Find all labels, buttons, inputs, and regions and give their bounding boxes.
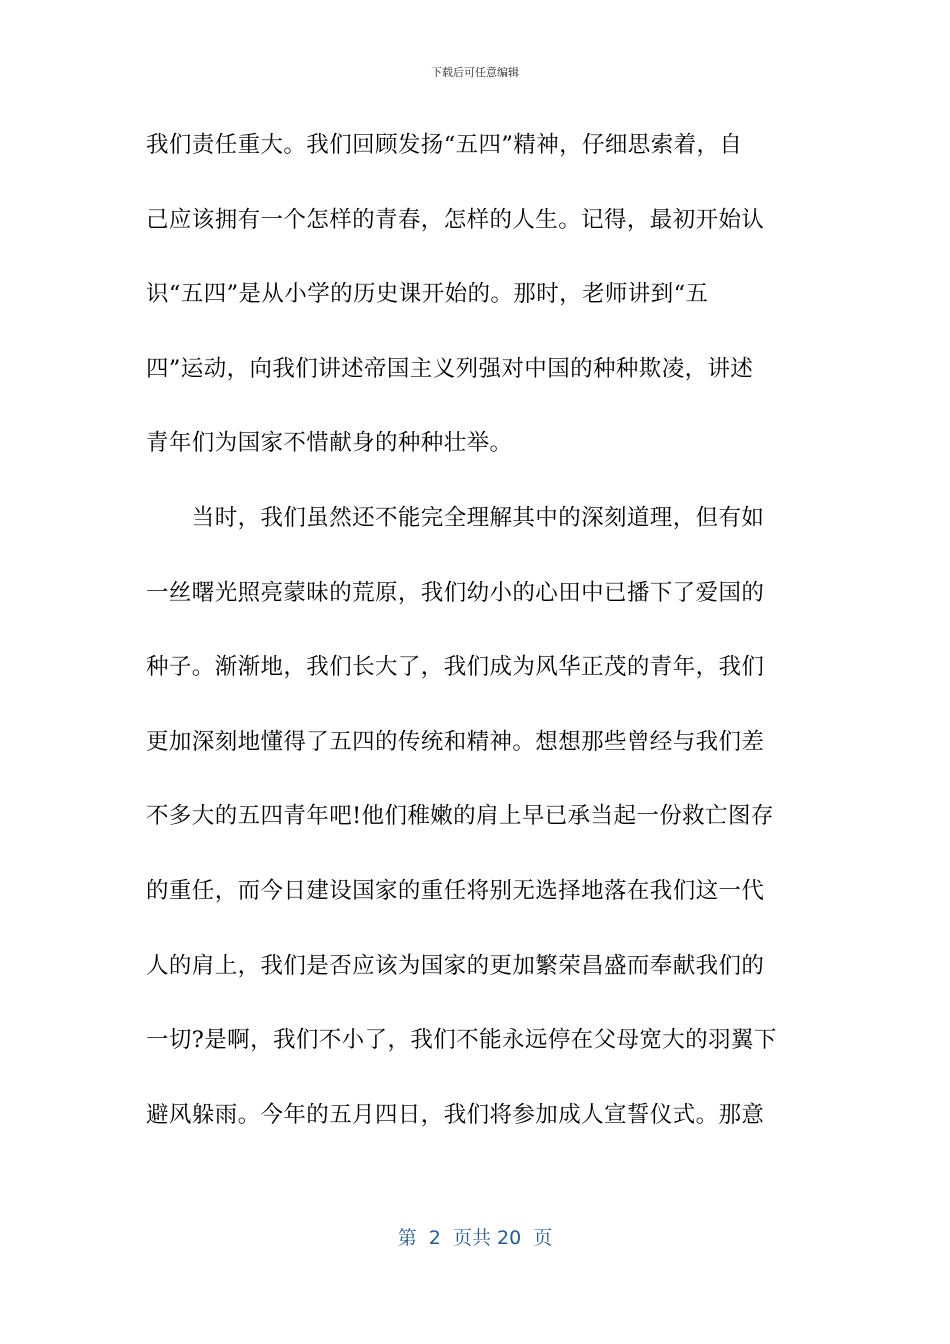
text-line: 我们责任重大。我们回顾发扬“五四”精神，仔细思索着，自 [146,132,743,158]
text-line: 人的肩上，我们是否应该为国家的更加繁荣昌盛而奉献我们的 [146,952,765,979]
text-line: 一切?是啊，我们不小了，我们不能永远停在父母宽大的羽翼下 [146,1027,777,1054]
text-line: 四”运动，向我们讲述帝国主义列强对中国的种种欺凌，讲述 [146,355,754,382]
text-line: 一丝曙光照亮蒙昧的荒原，我们幼小的心田中已播下了爱国的 [146,579,765,606]
text-line: 不多大的五四青年吧!他们稚嫩的肩上早已承当起一份救亡图存 [146,803,774,830]
text-line: 识“五四”是从小学的历史课开始的。那时，老师讲到“五 [146,281,709,308]
text-line: 的重任，而今日建设国家的重任将别无选择地落在我们这一代 [146,877,765,904]
text-line: 种子。渐渐地，我们长大了，我们成为风华正茂的青年，我们 [146,654,765,681]
text-line: 己应该拥有一个怎样的青春，怎样的人生。记得，最初开始认 [146,206,765,233]
document-body [146,125,806,1169]
page-header: 下载后可任意编辑 [431,66,519,79]
text-line: 当时，我们虽然还不能完全理解其中的深刻道理，但有如 [146,504,765,531]
text-line: 更加深刻地懂得了五四的传统和精神。想想那些曾经与我们差 [146,728,765,755]
text-line: 避风躲雨。今年的五月四日，我们将参加成人宣誓仪式。那意 [146,1101,765,1128]
text-line: 青年们为国家不惜献身的种种壮举。 [146,430,513,457]
page-number-footer: 第 2 页共 20 页 [397,1227,553,1249]
